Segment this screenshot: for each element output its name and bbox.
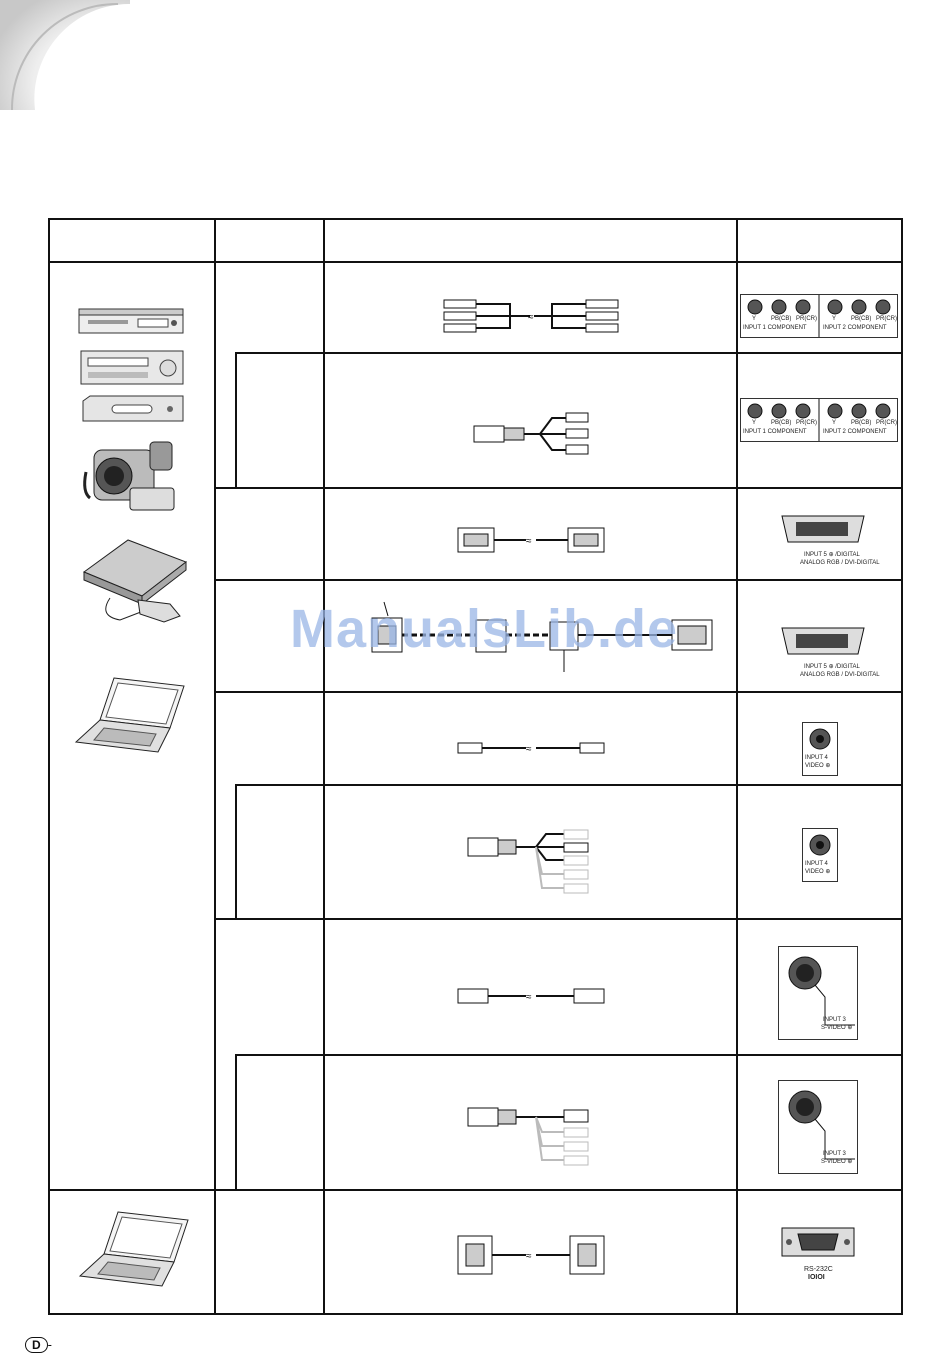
dvi-to-component-adaptor-icon xyxy=(470,408,592,462)
dvi-to-s-video-adaptor-icon xyxy=(466,1102,592,1168)
input5-label: INPUT 5 ⊕ /DIGITAL xyxy=(804,552,860,558)
row-divider xyxy=(214,918,903,920)
input5-sublabel: ANALOG RGB / DVI-DIGITAL xyxy=(800,560,880,566)
svg-text:≈: ≈ xyxy=(526,992,532,1003)
video-label: VIDEO ⊕ xyxy=(805,869,831,875)
y-label: Y xyxy=(832,420,837,426)
input1-component-label: INPUT 1 COMPONENT xyxy=(743,325,807,331)
rca-jacks-icon xyxy=(741,399,897,429)
sub-divider xyxy=(235,784,237,920)
component-terminal-panel xyxy=(740,398,898,442)
footer-dash: - xyxy=(47,1337,53,1352)
input5-sublabel: ANALOG RGB / DVI-DIGITAL xyxy=(800,672,880,678)
input2-component-label: INPUT 2 COMPONENT xyxy=(823,429,887,435)
component-terminal-panel xyxy=(740,294,898,338)
input5-label: INPUT 5 ⊕ /DIGITAL xyxy=(804,664,860,670)
component-rca-cable-icon xyxy=(440,296,622,338)
dvi-cable-icon xyxy=(456,524,606,556)
column-divider xyxy=(736,218,738,1315)
dvi-to-video-adaptor-icon xyxy=(466,830,592,894)
video-terminal-panel xyxy=(802,722,838,776)
svg-text:≈: ≈ xyxy=(526,744,532,755)
video-cable-icon xyxy=(456,738,606,758)
page-footer xyxy=(25,1337,52,1353)
y-label: Y xyxy=(752,316,757,322)
rca-jack-icon xyxy=(808,833,832,857)
laptop-icon xyxy=(74,676,188,754)
pb-label: PB(CB) xyxy=(851,420,872,426)
row-divider xyxy=(235,352,903,354)
pb-label: PB(CB) xyxy=(771,420,792,426)
vcr-icon xyxy=(80,350,184,386)
input1-component-label: INPUT 1 COMPONENT xyxy=(743,429,807,435)
computer-icon xyxy=(78,1210,192,1290)
input3-label: INPUT 3 xyxy=(823,1017,846,1023)
set-top-box-icon xyxy=(82,395,184,423)
s-video-cable-icon xyxy=(456,986,606,1006)
pb-label: PB(CB) xyxy=(771,316,792,322)
column-divider xyxy=(323,218,325,1315)
svg-text:≈: ≈ xyxy=(528,312,534,323)
rs232c-sublabel: IOIOI xyxy=(808,1274,825,1281)
y-label: Y xyxy=(752,420,757,426)
row-divider xyxy=(48,261,903,263)
game-console-icon xyxy=(80,532,190,624)
sub-divider xyxy=(235,352,237,488)
s-video-terminal-panel xyxy=(778,1080,858,1174)
s-video-terminal-panel xyxy=(778,946,858,1040)
row-divider xyxy=(235,784,903,786)
rs232c-cable-icon xyxy=(456,1232,606,1278)
dvi-port-icon xyxy=(780,512,866,546)
input3-label: INPUT 3 xyxy=(823,1151,846,1157)
dvi-terminal-panel xyxy=(780,512,880,570)
input4-label: INPUT 4 xyxy=(805,755,828,761)
dvi-terminal-panel xyxy=(780,624,880,682)
s-video-label: S-VIDEO ⊕ xyxy=(821,1159,853,1165)
watermark: ManualsLib.de xyxy=(290,599,679,659)
rs232c-terminal-panel xyxy=(780,1226,856,1288)
video-terminal-panel xyxy=(802,828,838,882)
camcorder-icon xyxy=(80,432,182,514)
language-badge: D xyxy=(25,1337,48,1353)
rs232c-port-icon xyxy=(780,1226,856,1258)
s-video-label: S-VIDEO ⊕ xyxy=(821,1025,853,1031)
pr-label: PR(CR) xyxy=(876,316,897,322)
row-divider xyxy=(214,579,903,581)
svg-text:≈: ≈ xyxy=(526,536,532,547)
row-divider xyxy=(48,1189,903,1191)
pr-label: PR(CR) xyxy=(796,420,817,426)
row-divider xyxy=(214,691,903,693)
input4-label: INPUT 4 xyxy=(805,861,828,867)
pb-label: PB(CB) xyxy=(851,316,872,322)
pr-label: PR(CR) xyxy=(796,316,817,322)
dvd-player-icon xyxy=(78,306,184,336)
sub-divider xyxy=(235,1054,237,1190)
row-divider xyxy=(235,1054,903,1056)
video-label: VIDEO ⊕ xyxy=(805,763,831,769)
corner-decoration xyxy=(0,0,130,120)
row-divider xyxy=(214,487,903,489)
pr-label: PR(CR) xyxy=(876,420,897,426)
column-divider xyxy=(214,218,216,1315)
rs232c-label: RS-232C xyxy=(804,1266,833,1273)
rca-jack-icon xyxy=(808,727,832,751)
rca-jacks-icon xyxy=(741,295,897,325)
input2-component-label: INPUT 2 COMPONENT xyxy=(823,325,887,331)
svg-text:≈: ≈ xyxy=(526,1251,532,1262)
dvi-port-icon xyxy=(780,624,866,658)
y-label: Y xyxy=(832,316,837,322)
